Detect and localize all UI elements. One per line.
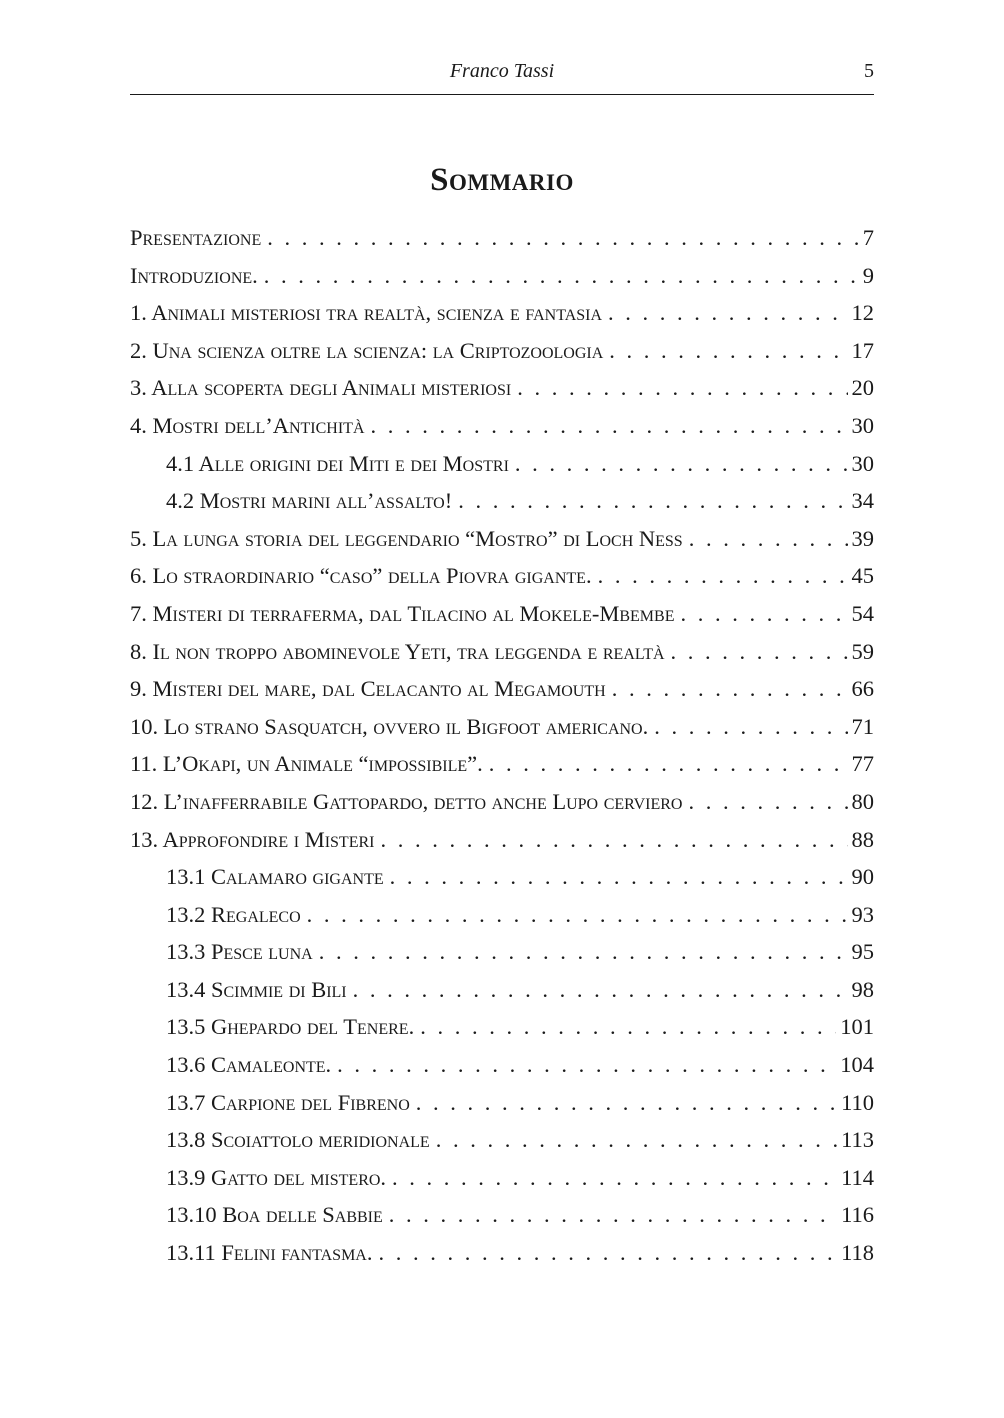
toc-entry-page: 101 [840, 1014, 874, 1040]
toc-dot-leader [592, 563, 848, 589]
toc-dot-leader [258, 263, 859, 289]
toc-entry-label: 12. L’inafferrabile Gattopardo, detto anche Lupo cerviero [130, 788, 683, 814]
toc-dot-leader [374, 827, 847, 853]
toc-entry [130, 1052, 874, 1090]
toc-entry-label: 13.4 Scimmie di Bili [166, 976, 347, 1002]
toc-entry-page: 110 [841, 1089, 874, 1115]
toc-entry-label: 13.1 Calamaro gigante [166, 864, 384, 890]
toc-entry-label: 13.5 Ghepardo del Tenere. [166, 1014, 415, 1040]
toc-entry [130, 338, 874, 376]
toc-entry-page: 9 [862, 262, 874, 288]
toc-dot-leader [509, 451, 848, 477]
toc-dot-leader [683, 526, 848, 552]
toc-entry-label: 4.1 Alle origini dei Miti e dei Mostri [166, 450, 509, 476]
toc-entry-page: 59 [851, 638, 874, 664]
toc-entry-label: 13.7 Carpione del Fibreno [166, 1089, 410, 1115]
toc-entry-label: 7. Misteri di terraferma, dal Tilacino al Mokele-Mbembe [130, 600, 675, 626]
page-number: 5 [864, 60, 874, 82]
toc-entry [130, 1127, 874, 1165]
toc-entry [130, 1090, 874, 1128]
toc-entry-label: 13. Approfondire i Misteri [130, 826, 375, 852]
toc-entry-page: 54 [851, 600, 874, 626]
toc-entry-page: 114 [841, 1164, 874, 1190]
toc-dot-leader [414, 1014, 836, 1040]
toc-dot-leader [301, 902, 848, 928]
toc-dot-leader [386, 1165, 837, 1191]
toc-entry [130, 1165, 874, 1203]
toc-entry-label: 13.6 Camaleonte. [166, 1052, 332, 1078]
toc-dot-leader [674, 601, 847, 627]
toc-entry-label: 5. La lunga storia del leggendario “Mostro” di Loch Ness [130, 525, 683, 551]
table-of-contents [130, 225, 874, 1278]
toc-entry-label: 9. Misteri del mare, dal Celacanto al Megamouth [130, 676, 606, 702]
toc-entry-page: 34 [851, 488, 874, 514]
toc-entry [130, 300, 874, 338]
toc-entry-page: 118 [841, 1240, 874, 1266]
toc-entry [130, 1014, 874, 1052]
toc-entry-label: Introduzione. [130, 262, 258, 288]
running-head [130, 58, 874, 95]
page-title: Sommario [430, 162, 574, 199]
toc-entry [130, 864, 874, 902]
toc-entry-label: 8. Il non troppo abominevole Yeti, tra leggenda e realtà [130, 638, 665, 664]
toc-entry [130, 451, 874, 489]
toc-entry-label: 2. Una scienza oltre la scienza: la Criptozoologia [130, 337, 604, 363]
toc-dot-leader [331, 1052, 836, 1078]
toc-entry-label: 13.2 Regaleco [166, 901, 301, 927]
toc-dot-leader [511, 375, 847, 401]
toc-entry [130, 263, 874, 301]
toc-entry-label: 13.8 Scoiattolo meridionale [166, 1127, 430, 1153]
toc-entry-label: 13.3 Pesce luna [166, 939, 313, 965]
toc-entry [130, 939, 874, 977]
toc-entry-page: 39 [851, 525, 874, 551]
toc-dot-leader [606, 676, 848, 702]
toc-entry [130, 563, 874, 601]
toc-entry-label: 13.10 Boa delle Sabbie [166, 1202, 383, 1228]
toc-entry-page: 20 [851, 375, 874, 401]
toc-entry [130, 1202, 874, 1240]
toc-dot-leader [665, 639, 848, 665]
toc-entry-page: 77 [851, 751, 874, 777]
toc-entry [130, 977, 874, 1015]
toc-entry-label: 6. Lo straordinario “caso” della Piovra gigante. [130, 563, 592, 589]
toc-entry-page: 17 [851, 337, 874, 363]
toc-entry-page: 90 [851, 864, 874, 890]
toc-entry-page: 66 [851, 676, 874, 702]
toc-entry [130, 676, 874, 714]
toc-entry-label: 4. Mostri dell’Antichità [130, 412, 365, 438]
toc-dot-leader [261, 225, 859, 251]
toc-entry [130, 225, 874, 263]
toc-entry [130, 601, 874, 639]
toc-dot-leader [430, 1127, 837, 1153]
toc-entry-label: Presentazione [130, 225, 262, 250]
toc-entry-label: 1. Animali misteriosi tra realtà, scienza e fantasia [130, 300, 603, 326]
toc-dot-leader [452, 488, 847, 514]
toc-dot-leader [347, 977, 848, 1003]
toc-dot-leader [602, 300, 847, 326]
toc-dot-leader [365, 413, 848, 439]
toc-entry [130, 488, 874, 526]
toc-entry-label: 3. Alla scoperta degli Animali misteriosi [130, 375, 512, 401]
toc-entry-label: 13.9 Gatto del mistero. [166, 1164, 387, 1190]
toc-dot-leader [603, 338, 847, 364]
toc-dot-leader [372, 1240, 837, 1266]
toc-entry-page: 93 [851, 901, 874, 927]
toc-entry-page: 30 [851, 450, 874, 476]
toc-entry [130, 751, 874, 789]
toc-entry [130, 827, 874, 865]
toc-entry-label: 13.11 Felini fantasma. [166, 1240, 373, 1266]
toc-dot-leader [383, 1202, 837, 1228]
toc-entry-page: 30 [851, 412, 874, 438]
toc-dot-leader [682, 789, 847, 815]
toc-entry-page: 95 [851, 939, 874, 965]
toc-entry [130, 902, 874, 940]
toc-dot-leader [410, 1090, 837, 1116]
toc-entry-label: 10. Lo strano Sasquatch, ovvero il Bigfoot americano. [130, 713, 649, 739]
toc-entry [130, 375, 874, 413]
toc-dot-leader [483, 751, 848, 777]
toc-entry-page: 45 [851, 563, 874, 589]
toc-entry [130, 714, 874, 752]
toc-dot-leader [313, 939, 848, 965]
toc-entry-label: 4.2 Mostri marini all’assalto! [166, 488, 453, 514]
toc-entry [130, 789, 874, 827]
toc-entry-page: 98 [851, 976, 874, 1002]
toc-entry [130, 526, 874, 564]
toc-dot-leader [648, 714, 847, 740]
toc-entry-label: 11. L’Okapi, un Animale “impossibile”. [130, 751, 483, 777]
toc-entry-page: 71 [851, 713, 874, 739]
toc-entry-page: 113 [841, 1127, 874, 1153]
toc-entry [130, 1240, 874, 1278]
toc-entry-page: 116 [841, 1202, 874, 1228]
toc-entry-page: 104 [840, 1052, 874, 1078]
toc-entry-page: 88 [851, 826, 874, 852]
toc-entry [130, 413, 874, 451]
toc-entry-page: 7 [862, 225, 874, 250]
toc-entry-page: 12 [851, 300, 874, 326]
running-head-author: Franco Tassi [449, 60, 555, 82]
toc-entry-page: 80 [851, 788, 874, 814]
toc-dot-leader [384, 864, 848, 890]
toc-entry [130, 639, 874, 677]
